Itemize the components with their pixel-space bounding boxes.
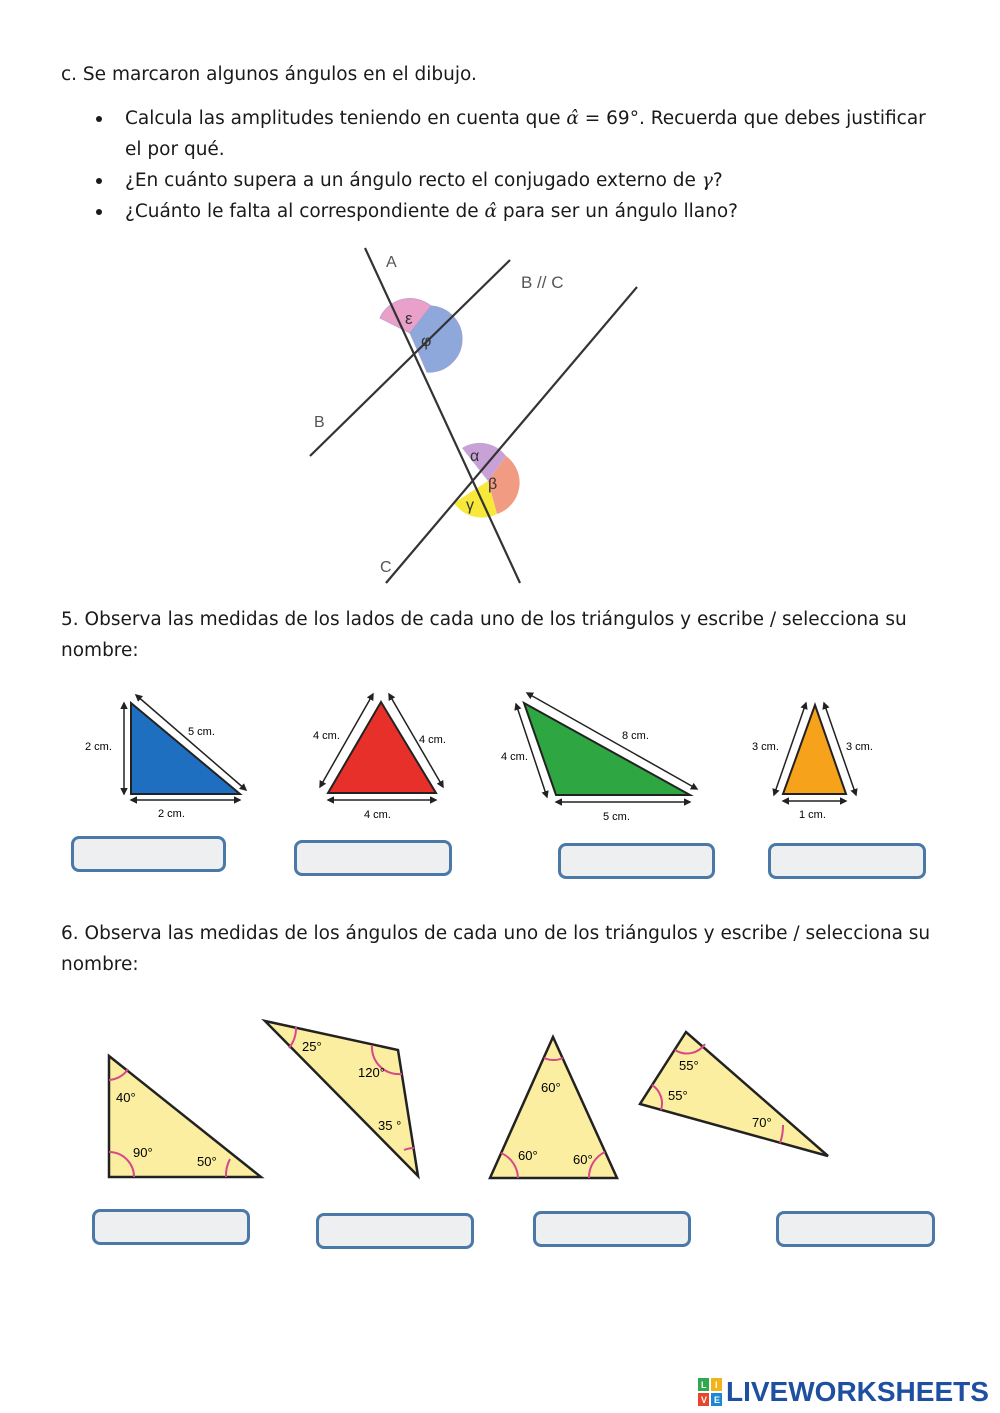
q5-answer-box-2[interactable] (294, 840, 452, 876)
brand-name: LIVEWORKSHEETS (726, 1376, 989, 1407)
label-epsilon: ε (405, 309, 413, 328)
svg-text:E: E (714, 1395, 721, 1405)
tri1-left-label: 2 cm. (85, 741, 112, 753)
q5-answer-box-4[interactable] (768, 843, 926, 879)
tri-c-angle-2: 60° (518, 1148, 538, 1163)
liveworksheets-logo (698, 1375, 989, 1409)
tri-a-angle-1: 40° (116, 1090, 136, 1105)
tri-a-angle-2: 90° (133, 1145, 153, 1160)
bullet-item: ¿En cuánto supera a un ángulo recto el conjugado externo de γ? (125, 165, 945, 196)
tri-c-angle-1: 60° (541, 1080, 561, 1095)
label-phi: φ (421, 333, 432, 350)
tri4-right-label: 3 cm. (846, 741, 873, 753)
svg-text:I: I (715, 1380, 718, 1390)
gamma-symbol: γ (701, 170, 713, 191)
question-5-text: 5. Observa las medidas de los lados de cada uno de los triángulos y escribe / selecciona su nombre: (61, 609, 907, 661)
label-alpha: α (470, 448, 480, 465)
tri3-top-label: 8 cm. (622, 730, 649, 742)
bullet-item: Calcula las amplitudes teniendo en cuenta que α̂ = 69°. Recuerda que debes justificar el por qué. (125, 103, 945, 165)
q5-answer-box-1[interactable] (71, 836, 226, 872)
label-b: B (314, 414, 325, 431)
tri-a-angle-3: 50° (197, 1154, 217, 1169)
line-b (310, 260, 510, 456)
q5-answer-box-3[interactable] (558, 843, 715, 879)
tri-d-angle-3: 70° (752, 1115, 772, 1130)
side-triangle-1 (131, 703, 240, 794)
tri2-left-label: 4 cm. (313, 730, 340, 742)
tri3-left-label: 4 cm. (501, 751, 528, 763)
q6-answer-box-4[interactable] (776, 1211, 935, 1247)
alpha-symbol: α̂ (484, 201, 497, 222)
label-c: C (380, 559, 392, 576)
tri1-hyp-label: 5 cm. (188, 726, 215, 738)
angle-triangle-1 (109, 1056, 261, 1177)
label-parallel: B // C (521, 273, 564, 292)
tri-b-angle-3: 35 ° (378, 1118, 402, 1133)
label-beta: β (488, 476, 498, 493)
side-triangle-3 (524, 703, 690, 795)
tri1-base-label: 2 cm. (158, 808, 185, 820)
tri-c-angle-3: 60° (573, 1152, 593, 1167)
section-c-intro: c. Se marcaron algunos ángulos en el dibujo. (61, 64, 477, 85)
q6-answer-box-3[interactable] (533, 1211, 691, 1247)
tri-b-angle-1: 25° (302, 1039, 322, 1054)
tri4-left-label: 3 cm. (752, 741, 779, 753)
tri4-base-label: 1 cm. (799, 809, 826, 821)
tri-d-angle-2: 55° (668, 1088, 688, 1103)
alpha-symbol: α̂ (566, 108, 579, 129)
side-triangle-4 (783, 705, 846, 794)
tri-b-angle-2: 120° (358, 1065, 385, 1080)
bullet-item: ¿Cuánto le falta al correspondiente de α̂ para ser un ángulo llano? (125, 196, 945, 227)
tri2-base-label: 4 cm. (364, 809, 391, 821)
side-triangles-figure (60, 680, 940, 830)
tri-d-angle-1: 55° (679, 1058, 699, 1073)
tri2-right-label: 4 cm. (419, 734, 446, 746)
label-a: A (386, 254, 397, 271)
section-c-bullets (125, 103, 945, 227)
q6-answer-box-1[interactable] (92, 1209, 250, 1245)
angle-triangle-2 (265, 1021, 418, 1176)
logo-icon (698, 1378, 722, 1406)
parallel-lines-diagram (290, 240, 660, 590)
question-6-text: 6. Observa las medidas de los ángulos de cada uno de los triángulos y escribe / selecciona su nombre: (61, 923, 931, 975)
svg-text:V: V (701, 1395, 708, 1405)
angle-triangles-figure (100, 1015, 840, 1185)
tri3-base-label: 5 cm. (603, 811, 630, 823)
q6-answer-box-2[interactable] (316, 1213, 474, 1249)
svg-text:L: L (701, 1380, 707, 1390)
label-gamma: γ (466, 497, 474, 514)
line-a (365, 248, 520, 583)
